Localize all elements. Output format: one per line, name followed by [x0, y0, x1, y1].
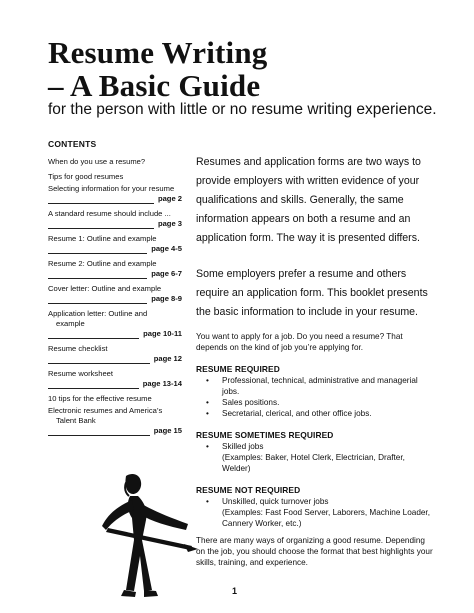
- toc-entry: [48, 184, 182, 204]
- title-line-1: Resume Writing: [48, 35, 268, 70]
- document-subtitle: for the person with little or no resume writing experience.: [48, 101, 437, 118]
- toc-leader-line: [48, 380, 139, 389]
- closing-paragraph: There are many ways of organizing a good resume. Depending on the job, you should choose the format that best highlights your skills, training, and experience.: [196, 536, 433, 567]
- toc-entry: [48, 309, 182, 339]
- list-item: • Skilled jobs: [206, 441, 432, 452]
- toc-entry-title: A standard resume should include ...: [48, 209, 171, 218]
- bullet-list-required: [206, 375, 432, 419]
- toc-leader-line: [48, 245, 147, 254]
- bullet-list-not-required: [206, 496, 432, 529]
- toc-leader-line: [48, 295, 147, 304]
- toc-entry-page: page 10-11: [143, 329, 182, 338]
- toc-entry: [48, 157, 182, 167]
- toc-entry-title: Resume 2: Outline and example: [48, 259, 157, 268]
- pen-woman-illustration: [88, 470, 198, 602]
- toc-entry: [48, 369, 182, 389]
- title-line-2: – A Basic Guide: [48, 68, 261, 103]
- lead-paragraph-2: Some employers prefer a resume and others require an application form. This booklet presents the basic information to include in your resume.: [196, 268, 428, 318]
- toc-entry-title: Tips for good resumes: [48, 172, 124, 181]
- section-heading-required: RESUME REQUIRED: [196, 364, 280, 374]
- lead-paragraph-1: Resumes and application forms are two ways to provide employers with written evidence of your qualifications and skills. Generally, the same information appears on both a resume and an application form. The way it is presented differs.: [196, 156, 421, 244]
- toc-entry-page: page 6-7: [151, 269, 182, 278]
- list-item: • Secretarial, clerical, and other office jobs.: [206, 408, 432, 419]
- toc-entry: [48, 259, 182, 279]
- toc-entry: [48, 406, 182, 436]
- toc-entry: [48, 172, 182, 182]
- table-of-contents: [48, 157, 182, 441]
- toc-leader-line: [48, 355, 150, 364]
- toc-leader-line: [48, 427, 150, 436]
- bullet-list-sometimes: [206, 441, 432, 474]
- toc-entry-page: page 8-9: [151, 294, 182, 303]
- contents-heading: CONTENTS: [48, 139, 97, 149]
- toc-entry-title: Resume worksheet: [48, 369, 113, 378]
- toc-entry: [48, 284, 182, 304]
- toc-entry-title: Resume checklist: [48, 344, 108, 353]
- toc-entry-title: Electronic resumes and America’s: [48, 406, 163, 415]
- list-item: • Sales positions.: [206, 397, 432, 408]
- toc-entry-title-continued: Talent Bank: [56, 416, 96, 425]
- toc-entry-title: 10 tips for the effective resume: [48, 394, 152, 403]
- toc-entry-page: page 2: [157, 194, 182, 203]
- toc-leader-line: [48, 330, 139, 339]
- toc-leader-line: [48, 270, 147, 279]
- toc-leader-line: [48, 220, 154, 229]
- toc-leader-line: [48, 195, 154, 204]
- toc-entry: [48, 234, 182, 254]
- toc-entry-page: page 13-14: [142, 379, 182, 388]
- toc-entry: [48, 209, 182, 229]
- toc-entry-title: Selecting information for your resume: [48, 184, 175, 193]
- list-item: • Unskilled, quick turnover jobs: [206, 496, 432, 507]
- list-item: • Professional, technical, administrative and managerial jobs.: [206, 375, 432, 397]
- toc-entry-page: page 15: [153, 426, 182, 435]
- toc-entry-title: Resume 1: Outline and example: [48, 234, 157, 243]
- toc-entry: [48, 394, 182, 404]
- toc-entry-page: page 3: [157, 219, 182, 228]
- toc-entry-title-continued: example: [56, 319, 85, 328]
- toc-entry-page: page 12: [153, 354, 182, 363]
- document-title: [48, 36, 268, 102]
- section-heading-sometimes: RESUME SOMETIMES REQUIRED: [196, 430, 334, 440]
- page-number: 1: [232, 586, 238, 596]
- toc-entry-title: When do you use a resume?: [48, 157, 146, 166]
- section-heading-not-required: RESUME NOT REQUIRED: [196, 485, 301, 495]
- list-item-detail: (Examples: Baker, Hotel Clerk, Electrician, Drafter, Welder): [222, 453, 405, 473]
- toc-entry-title: Cover letter: Outline and example: [48, 284, 162, 293]
- toc-entry: [48, 344, 182, 364]
- list-item-detail: (Examples: Fast Food Server, Laborers, Machine Loader, Cannery Worker, etc.): [222, 508, 430, 528]
- toc-entry-page: page 4-5: [151, 244, 182, 253]
- toc-entry-title: Application letter: Outline and: [48, 309, 148, 318]
- intro-paragraph: You want to apply for a job. Do you need a resume? That depends on the kind of job you’re applying for.: [196, 332, 403, 352]
